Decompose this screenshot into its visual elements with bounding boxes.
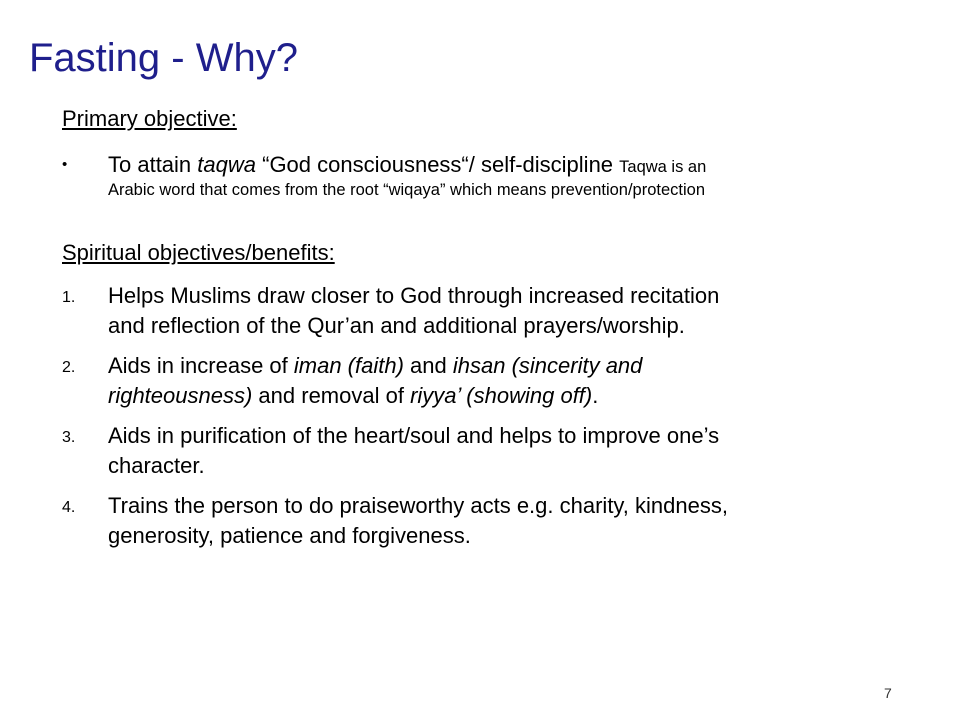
term-ihsan: ihsan (sincerity and [452,353,643,378]
list-number: 2. [62,359,76,376]
primary-objective-heading: Primary objective: [62,106,237,131]
item-line: character. [108,453,205,478]
list-number: 4. [62,499,76,516]
item-text: and removal of [252,383,411,408]
primary-objective-item [62,151,922,201]
definition-note: Taqwa is an [619,158,707,176]
term-riyya: riyya’ (showing off) [410,383,593,408]
item-line: generosity, patience and forgiveness. [108,523,471,548]
item-line: and reflection of the Qur’an and additional prayers/worship. [108,313,685,338]
item-text: . [592,383,599,408]
list-number: 3. [62,429,76,446]
term-iman: iman (faith) [293,353,404,378]
slide-content [62,105,922,551]
item-line: Helps Muslims draw closer to God through increased recitation [108,283,720,308]
item-line: Aids in purification of the heart/soul and helps to improve one’s [108,423,720,448]
list-item [62,351,922,411]
item-line: Trains the person to do praiseworthy acts e.g. charity, kindness, [108,493,728,518]
list-item [62,281,922,341]
list-item [62,421,922,481]
list-item [62,491,922,551]
term-taqwa: taqwa [197,152,256,177]
item-text: and [403,353,453,378]
bullet-marker: • [62,156,68,173]
item-text: To attain [108,152,198,177]
item-text: “God consciousness“/ self-discipline [256,152,620,177]
spiritual-objectives-heading: Spiritual objectives/benefits: [62,240,335,265]
term-ihsan-cont: righteousness) [108,383,253,408]
definition-note-line2: Arabic word that comes from the root “wiqaya” which means prevention/protection [108,181,706,199]
slide-title: Fasting - Why? [29,36,298,80]
item-text: Aids in increase of [108,353,294,378]
list-number: 1. [62,289,76,306]
page-number: 7 [884,685,892,701]
